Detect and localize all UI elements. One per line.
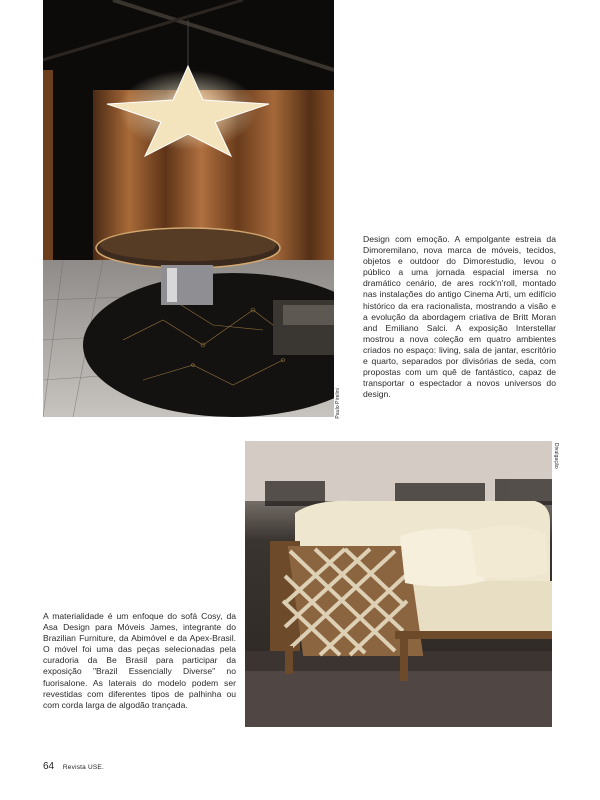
article-paragraph-1: Design com emoção. A empolgante estreia da Dimoremilano, nova marca de móveis, tecidos, objetos e outdoor do Dimorestudio, levou o público a uma jornada espacial imersa no dramático cenário, de ares rock'n'roll, montado nas instalações do antigo Cinema Arti, um edifício histórico da era racionalista, mostrando a visão e a evolução da abordagem criativa de Britt Moran and Emiliano Salci. A exposição Interstellar mostrou a nova coleção em quatro ambientes criados no espaço: living, sala de jantar, escritório e quarto, separados por divisórias de seda, com propostas com um quê de fantástico, capaz de transportar o espectador a novos universos do design.: [363, 234, 556, 400]
photo-credit-bottom: Divulgação: [553, 443, 559, 469]
photo-credit-top: Paulo Pirelini: [335, 388, 341, 419]
photo-cosy-sofa: [245, 441, 552, 727]
cushion-icon: [400, 525, 547, 586]
magazine-name: Revista USE.: [62, 764, 104, 771]
photo-interstellar-room-image: [43, 0, 334, 417]
photo-interstellar-room: [43, 0, 334, 417]
photo-cosy-sofa-image: [245, 441, 552, 727]
page-footer: [43, 761, 104, 772]
article-paragraph-2: A materialidade é um enfoque do sofá Cosy, da Asa Design para Móveis James, integrante do Brazilian Furniture, da Abimóvel e da Apex-Brasil. O móvel foi uma das peças selecionadas pela curadoria da Be Brasil para participar da exposição "Brazil Essencially Diverse" no fuorisalone. As laterais do modelo podem ser revestidas com diferentes tipos de palhinha ou com corda larga de algodão trançada.: [43, 611, 236, 710]
page-number: 64: [43, 761, 55, 772]
